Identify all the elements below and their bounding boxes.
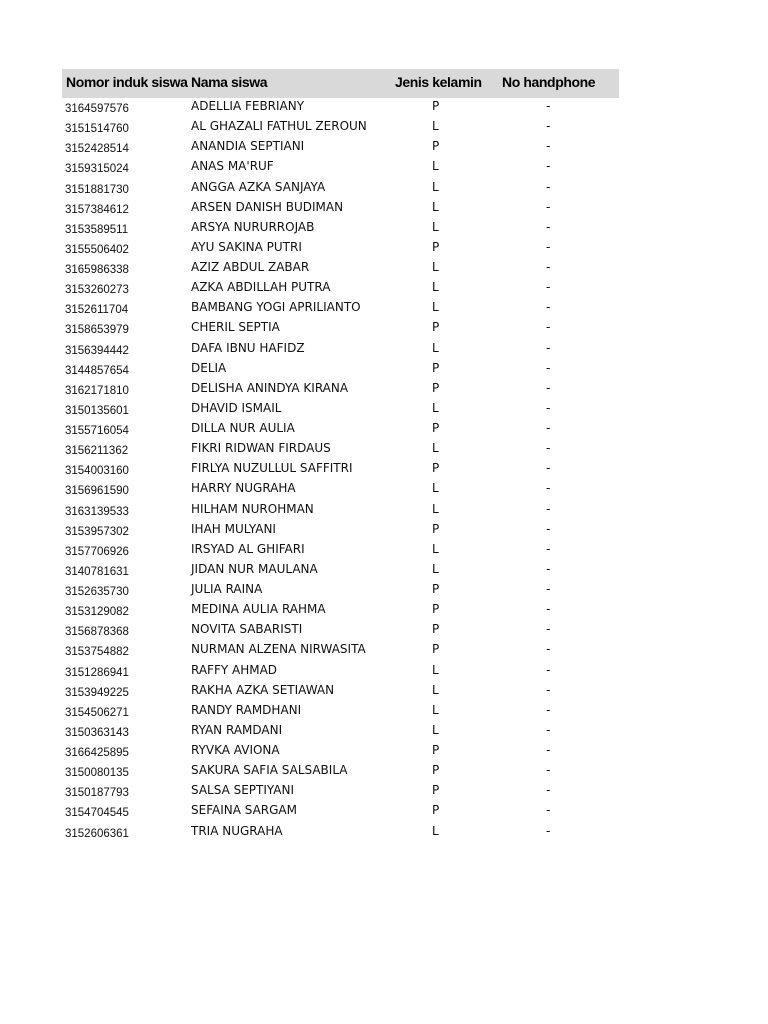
cell-nomor-induk: 3150363143 [65, 726, 129, 739]
cell-nomor-induk: 3151514760 [65, 123, 129, 136]
cell-nama-siswa: ADELLIA FEBRIANY [191, 99, 305, 113]
cell-no-handphone: - [546, 803, 551, 818]
cell-jenis-kelamin: P [432, 239, 440, 254]
cell-jenis-kelamin: P [432, 642, 440, 657]
table-row [62, 299, 619, 319]
cell-nomor-induk: 3164597576 [65, 103, 129, 115]
cell-nomor-induk: 3151286941 [65, 666, 129, 679]
cell-nama-siswa: HILHAM NUROHMAN [191, 501, 314, 516]
cell-nomor-induk: 3152611704 [65, 304, 129, 317]
cell-nomor-induk: 3153129082 [65, 606, 129, 619]
cell-nama-siswa: RAKHA AZKA SETIAWAN [191, 682, 335, 697]
table-row [62, 239, 619, 259]
cell-jenis-kelamin: L [432, 662, 439, 677]
cell-nama-siswa: RYVKA AVIONA [191, 743, 280, 757]
cell-no-handphone: - [546, 199, 551, 214]
cell-nama-siswa: IHAH MULYANI [191, 521, 276, 536]
cell-jenis-kelamin: L [432, 561, 439, 576]
table-row [62, 682, 619, 702]
table-row [62, 541, 619, 561]
cell-jenis-kelamin: P [432, 602, 440, 617]
cell-jenis-kelamin: L [432, 722, 439, 737]
cell-nama-siswa: IRSYAD AL GHIFARI [191, 541, 305, 556]
table-row [62, 802, 619, 822]
cell-no-handphone: - [546, 541, 551, 556]
cell-jenis-kelamin: L [432, 702, 439, 717]
cell-no-handphone: - [546, 622, 551, 637]
cell-nama-siswa: RANDY RAMDHANI [191, 702, 302, 717]
table-row [62, 762, 619, 782]
header-jenis-kelamin: Jenis kelamin [395, 74, 482, 90]
cell-nama-siswa: JULIA RAINA [191, 582, 263, 596]
table-row [62, 823, 619, 843]
cell-nama-siswa: FIRLYA NUZULLUL SAFFITRI [191, 461, 353, 476]
cell-nomor-induk: 3157384612 [65, 203, 129, 216]
cell-jenis-kelamin: L [432, 260, 439, 274]
cell-nomor-induk: 3153589511 [65, 223, 129, 236]
cell-nomor-induk: 3151881730 [65, 183, 129, 196]
cell-nomor-induk: 3162171810 [65, 384, 129, 397]
table-row [62, 259, 619, 279]
cell-jenis-kelamin: L [432, 441, 439, 456]
cell-no-handphone: - [546, 521, 551, 536]
cell-jenis-kelamin: P [432, 421, 440, 435]
cell-jenis-kelamin: L [432, 541, 439, 556]
cell-no-handphone: - [546, 602, 551, 617]
cell-jenis-kelamin: L [432, 340, 439, 355]
cell-no-handphone: - [546, 300, 551, 315]
cell-jenis-kelamin: L [432, 119, 439, 134]
cell-jenis-kelamin: L [432, 159, 439, 174]
cell-nama-siswa: DELISHA ANINDYA KIRANA [191, 380, 349, 395]
table-row [62, 319, 619, 339]
table-row [62, 782, 619, 802]
cell-nomor-induk: 3153949225 [65, 686, 129, 699]
cell-nama-siswa: ARSEN DANISH BUDIMAN [191, 199, 344, 214]
cell-nama-siswa: MEDINA AULIA RAHMA [191, 602, 326, 617]
table-row [62, 621, 619, 641]
table-row [62, 199, 619, 219]
cell-no-handphone: - [546, 421, 551, 435]
cell-jenis-kelamin: L [432, 280, 439, 295]
table-row [62, 360, 619, 380]
cell-no-handphone: - [546, 280, 551, 295]
cell-nama-siswa: AZIZ ABDUL ZABAR [191, 260, 310, 274]
table-row [62, 641, 619, 661]
cell-nama-siswa: RYAN RAMDANI [191, 722, 283, 737]
cell-nama-siswa: HARRY NUGRAHA [191, 481, 296, 496]
cell-nama-siswa: NURMAN ALZENA NIRWASITA [191, 642, 366, 657]
cell-jenis-kelamin: P [432, 320, 440, 335]
table-body [62, 98, 619, 843]
table-row [62, 521, 619, 541]
cell-no-handphone: - [546, 360, 551, 375]
table-row [62, 561, 619, 581]
cell-nomor-induk: 3152428514 [65, 143, 129, 156]
table-row [62, 420, 619, 440]
table-row [62, 279, 619, 299]
cell-jenis-kelamin: P [432, 360, 440, 375]
cell-nomor-induk: 3153957302 [65, 525, 129, 538]
cell-nama-siswa: CHERIL SEPTIA [191, 320, 280, 335]
cell-nomor-induk: 3166425895 [65, 747, 129, 759]
cell-nama-siswa: DAFA IBNU HAFIDZ [191, 340, 305, 355]
table-row [62, 722, 619, 742]
cell-nomor-induk: 3163139533 [65, 505, 129, 518]
cell-nomor-induk: 3152635730 [65, 586, 129, 598]
cell-nomor-induk: 3165986338 [65, 264, 129, 276]
cell-nama-siswa: AZKA ABDILLAH PUTRA [191, 280, 331, 295]
cell-jenis-kelamin: L [432, 501, 439, 516]
cell-no-handphone: - [546, 763, 551, 778]
table-row [62, 400, 619, 420]
table-row [62, 380, 619, 400]
cell-no-handphone: - [546, 260, 551, 274]
table-header [62, 69, 619, 98]
header-nomor-induk-siswa: Nomor induk siswa [66, 74, 188, 90]
cell-nama-siswa: SAKURA SAFIA SALSABILA [191, 763, 348, 778]
cell-jenis-kelamin: L [432, 219, 439, 234]
cell-nama-siswa: BAMBANG YOGI APRILIANTO [191, 300, 361, 315]
cell-no-handphone: - [546, 722, 551, 737]
cell-jenis-kelamin: L [432, 300, 439, 315]
cell-nomor-induk: 3159315024 [65, 163, 129, 176]
cell-nama-siswa: RAFFY AHMAD [191, 662, 278, 677]
header-no-handphone: No handphone [502, 74, 596, 90]
cell-jenis-kelamin: L [432, 400, 439, 415]
table-row [62, 138, 619, 158]
cell-nama-siswa: ANGGA AZKA SANJAYA [191, 179, 326, 194]
cell-jenis-kelamin: L [432, 179, 439, 194]
cell-nomor-induk: 3156961590 [65, 485, 129, 498]
cell-jenis-kelamin: L [432, 823, 439, 838]
cell-nomor-induk: 3156211362 [65, 445, 129, 458]
cell-jenis-kelamin: P [432, 461, 440, 476]
cell-no-handphone: - [546, 441, 551, 456]
cell-nomor-induk: 3150135601 [65, 404, 129, 417]
table-row [62, 460, 619, 480]
table-row [62, 118, 619, 138]
cell-nomor-induk: 3155506402 [65, 243, 129, 256]
cell-nama-siswa: SALSA SEPTIYANI [191, 783, 295, 798]
cell-no-handphone: - [546, 561, 551, 576]
table-row [62, 662, 619, 682]
cell-no-handphone: - [546, 320, 551, 335]
table-row [62, 340, 619, 360]
cell-no-handphone: - [546, 340, 551, 355]
cell-nomor-induk: 3150187793 [65, 787, 129, 800]
table-row [62, 501, 619, 521]
cell-jenis-kelamin: P [432, 380, 440, 395]
table-row [62, 601, 619, 621]
cell-no-handphone: - [546, 582, 551, 596]
table-row [62, 219, 619, 239]
table-row [62, 179, 619, 199]
cell-nama-siswa: AYU SAKINA PUTRI [191, 239, 302, 254]
cell-nomor-induk: 3157706926 [65, 545, 129, 558]
cell-jenis-kelamin: P [432, 139, 440, 154]
header-nama-siswa: Nama siswa [191, 74, 268, 90]
cell-jenis-kelamin: P [432, 622, 440, 637]
cell-jenis-kelamin: L [432, 481, 439, 496]
cell-nama-siswa: AL GHAZALI FATHUL ZEROUN [191, 119, 367, 134]
cell-no-handphone: - [546, 743, 551, 757]
cell-nama-siswa: NOVITA SABARISTI [191, 622, 303, 637]
cell-nomor-induk: 3153260273 [65, 284, 129, 297]
cell-nama-siswa: DHAVID ISMAIL [191, 400, 282, 415]
cell-nama-siswa: ANAS MA'RUF [191, 159, 274, 174]
cell-no-handphone: - [546, 219, 551, 234]
cell-no-handphone: - [546, 481, 551, 496]
cell-nama-siswa: DELIA [191, 360, 227, 375]
cell-nama-siswa: TRIA NUGRAHA [191, 823, 283, 838]
cell-nomor-induk: 3152606361 [65, 827, 129, 840]
cell-no-handphone: - [546, 783, 551, 798]
cell-jenis-kelamin: P [432, 803, 440, 818]
cell-nomor-induk: 3140781631 [65, 565, 129, 578]
cell-nama-siswa: JIDAN NUR MAULANA [191, 561, 318, 576]
table-row [62, 98, 619, 118]
table-row [62, 158, 619, 178]
cell-nomor-induk: 3144857654 [65, 364, 129, 377]
cell-nama-siswa: DILLA NUR AULIA [191, 421, 295, 435]
cell-no-handphone: - [546, 99, 551, 113]
cell-no-handphone: - [546, 159, 551, 174]
cell-nomor-induk: 3153754882 [65, 646, 129, 659]
cell-nomor-induk: 3156878368 [65, 626, 129, 639]
cell-jenis-kelamin: L [432, 682, 439, 697]
cell-no-handphone: - [546, 662, 551, 677]
cell-nomor-induk: 3158653979 [65, 324, 129, 337]
table-row [62, 581, 619, 601]
cell-nomor-induk: 3154704545 [65, 807, 129, 820]
cell-nama-siswa: SEFAINA SARGAM [191, 803, 297, 818]
cell-no-handphone: - [546, 823, 551, 838]
cell-jenis-kelamin: P [432, 582, 440, 596]
cell-nama-siswa: FIKRI RIDWAN FIRDAUS [191, 441, 331, 456]
cell-no-handphone: - [546, 682, 551, 697]
cell-no-handphone: - [546, 400, 551, 415]
cell-no-handphone: - [546, 139, 551, 154]
table-row [62, 702, 619, 722]
cell-no-handphone: - [546, 119, 551, 134]
cell-nama-siswa: ANANDIA SEPTIANI [191, 139, 305, 154]
cell-no-handphone: - [546, 239, 551, 254]
cell-jenis-kelamin: P [432, 743, 440, 757]
cell-nomor-induk: 3156394442 [65, 344, 129, 357]
cell-jenis-kelamin: P [432, 99, 440, 113]
cell-nomor-induk: 3154003160 [65, 465, 129, 478]
cell-no-handphone: - [546, 179, 551, 194]
table-row [62, 480, 619, 500]
cell-jenis-kelamin: P [432, 763, 440, 778]
student-table [62, 69, 619, 843]
cell-nomor-induk: 3150080135 [65, 767, 129, 780]
cell-jenis-kelamin: P [432, 521, 440, 536]
cell-no-handphone: - [546, 380, 551, 395]
cell-nomor-induk: 3154506271 [65, 706, 129, 719]
cell-nama-siswa: ARSYA NURURROJAB [191, 219, 315, 234]
table-row [62, 742, 619, 762]
cell-no-handphone: - [546, 461, 551, 476]
cell-jenis-kelamin: L [432, 199, 439, 214]
cell-no-handphone: - [546, 501, 551, 516]
cell-nomor-induk: 3155716054 [65, 425, 129, 437]
cell-jenis-kelamin: P [432, 783, 440, 798]
cell-no-handphone: - [546, 642, 551, 657]
table-row [62, 440, 619, 460]
cell-no-handphone: - [546, 702, 551, 717]
